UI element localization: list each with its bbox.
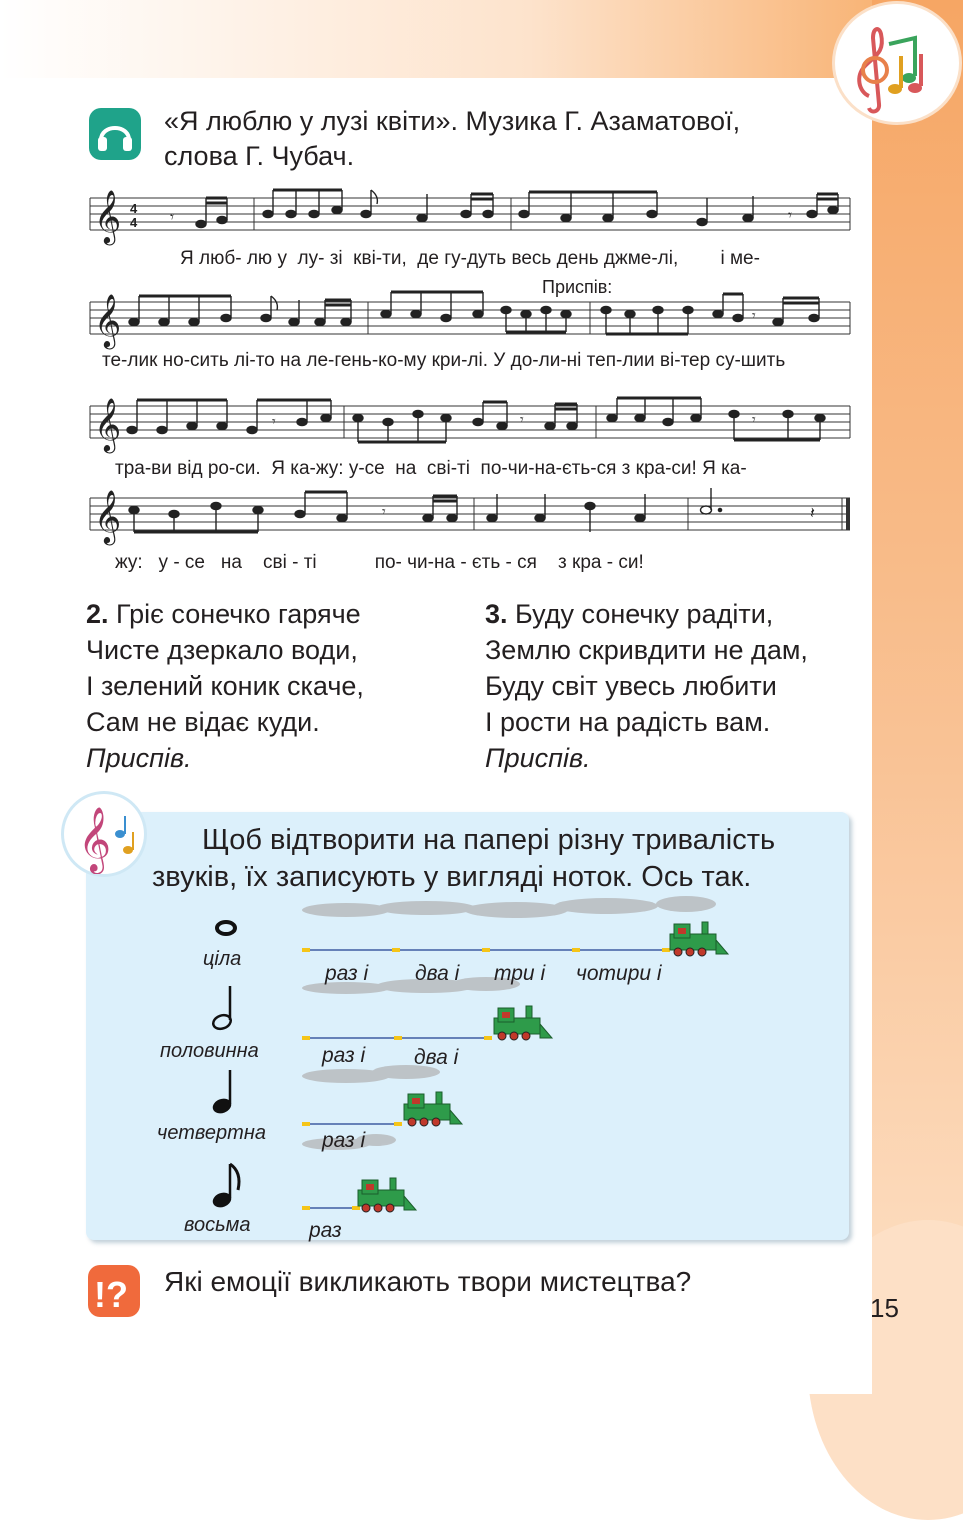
- durations-illustration: [86, 890, 849, 1240]
- svg-text:𝄾: 𝄾: [272, 413, 276, 429]
- svg-text:!?: !?: [94, 1274, 128, 1315]
- locomotive-icon: [404, 1092, 462, 1126]
- locomotive-icon: [358, 1178, 416, 1212]
- listen-badge: [89, 108, 141, 160]
- lyric-line-2: те-лик но-сить лі-то на ле-гень-ко-му кри-лі. У до-ли-ні теп-лии ві-тер су-шить: [102, 350, 786, 371]
- svg-text:𝄾: 𝄾: [752, 411, 756, 427]
- song-title: [164, 104, 852, 174]
- whole-note-label: ціла: [203, 948, 242, 970]
- info-line-1: Щоб відтворити на папері різну тривалість: [202, 824, 776, 856]
- page-header-band: [0, 0, 963, 78]
- verse-2-line-3: І зелений коник скаче,: [86, 671, 364, 701]
- svg-text:𝄞: 𝄞: [94, 398, 122, 450]
- verse-3-number: 3.: [485, 599, 508, 629]
- verse-3-line-1: Буду сонечку радіти,: [507, 599, 774, 629]
- svg-text:𝄞: 𝄞: [78, 807, 112, 870]
- count-label: два і: [415, 962, 460, 985]
- locomotive-icon: [670, 922, 728, 956]
- question-badge: [88, 1265, 140, 1317]
- count-label: раз: [309, 1219, 342, 1242]
- svg-text:𝄾: 𝄾: [170, 209, 174, 226]
- svg-text:𝄾: 𝄾: [788, 207, 792, 224]
- count-label: чотири і: [576, 962, 662, 985]
- count-label: раз і: [322, 1129, 366, 1152]
- time-signature-top: 4: [130, 201, 138, 216]
- song-title-line1: «Я люблю у лузі квіти». Музика Г. Азаматової,: [164, 106, 741, 136]
- lyric-line-3: тра-ви від ро-си. Я ка-жу: у-се на сві-ті по-чи-на-єть-ся з кра-си! Я ка-: [115, 458, 747, 479]
- count-label: два і: [414, 1046, 459, 1069]
- count-label: три і: [494, 962, 546, 985]
- music-staff-1: [88, 186, 856, 256]
- treble-clef-icon: [64, 794, 144, 874]
- headphones-icon: [89, 108, 141, 160]
- verse-3-line-3: Буду світ увесь любити: [485, 671, 777, 701]
- svg-text:𝄾: 𝄾: [382, 503, 386, 519]
- question-exclamation-icon: [88, 1265, 140, 1317]
- song-title-line2: слова Г. Чубач.: [164, 141, 355, 171]
- clef-badge: [64, 794, 144, 874]
- verse-2-line-2: Чисте дзеркало води,: [86, 635, 358, 665]
- time-signature-bottom: 4: [130, 215, 138, 230]
- svg-text:𝄾: 𝄾: [752, 307, 756, 323]
- info-text: [152, 822, 828, 896]
- music-staff-4: [88, 486, 856, 556]
- chorus-mark: Приспів:: [542, 277, 613, 297]
- treble-clef-icon: 𝄞: [94, 190, 122, 242]
- discussion-question: Які емоції викликають твори мистецтва?: [164, 1266, 692, 1297]
- treble-clef-notes-icon: [835, 4, 959, 122]
- verse-3-line-2: Землю скривдити не дам,: [485, 635, 808, 665]
- music-logo: [835, 4, 959, 122]
- lyric-line-1: Я люб- лю у лу- зі кві-ти, де гу-дуть весь день джме-лі, і ме-: [180, 248, 760, 269]
- verse-2-number: 2.: [86, 599, 109, 629]
- music-staff-3: [88, 394, 856, 464]
- verse-2-line-4: Сам не відає куди.: [86, 707, 320, 737]
- page-number: 15: [870, 1293, 899, 1323]
- verse-3-refrain: Приспів.: [485, 743, 591, 773]
- verse-2: [86, 596, 364, 776]
- verse-2-line-1: Гріє сонечко гаряче: [108, 599, 361, 629]
- quarter-note-label: четвертна: [157, 1122, 266, 1144]
- page-side-band: [872, 0, 963, 1394]
- verse-2-refrain: Приспів.: [86, 743, 192, 773]
- verse-3: [485, 596, 808, 776]
- svg-text:𝄞: 𝄞: [94, 294, 122, 346]
- whole-note-icon: [217, 922, 235, 934]
- locomotive-icon: [494, 1006, 552, 1040]
- svg-text:𝄽: 𝄽: [810, 505, 815, 522]
- verse-3-line-4: І рости на радість вам.: [485, 707, 771, 737]
- svg-text:𝄞: 𝄞: [94, 490, 122, 542]
- svg-text:𝄾: 𝄾: [520, 411, 524, 427]
- count-label: раз і: [325, 962, 369, 985]
- count-label: раз і: [322, 1044, 366, 1067]
- half-note-label: половинна: [160, 1040, 259, 1062]
- lyric-line-4: жу: у - се на сві - ті по- чи-на - єть - ся з кра - си!: [115, 552, 644, 573]
- eighth-note-label: восьма: [184, 1214, 251, 1236]
- info-line-2: звуків, їх записують у вигляді ноток. Ось так.: [152, 861, 752, 893]
